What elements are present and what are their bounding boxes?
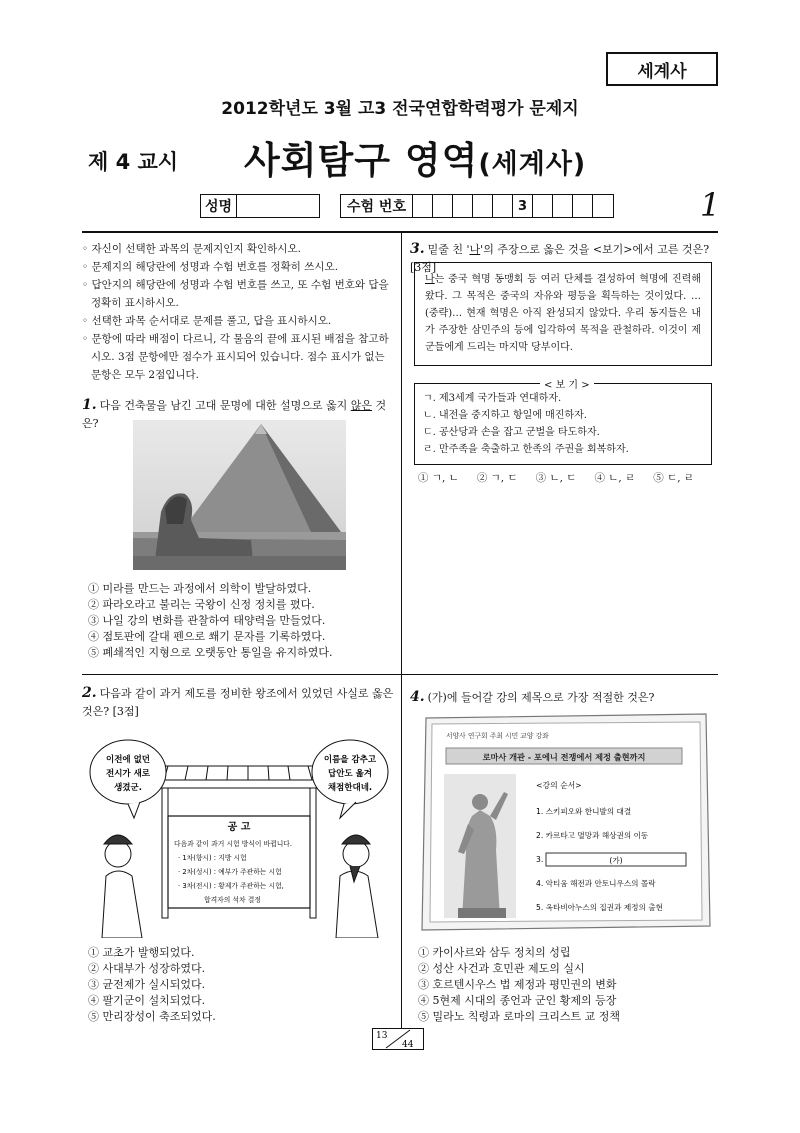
- instruction-item: ◦ 자신이 선택한 과목의 문제지인지 확인하시오.: [82, 243, 301, 255]
- exam-number-digit: [413, 195, 433, 217]
- exam-number-digit: [533, 195, 553, 217]
- answer-choice[interactable]: ① 카이사르와 삼두 정치의 성립: [418, 946, 571, 959]
- passage-emphasis: 나: [425, 274, 435, 285]
- question-text: 것은?: [82, 399, 387, 430]
- instruction-item: ◦ 답안지의 해당란에 성명과 수험 번호를 쓰고, 또 수험 번호와 답을 정확히 표시하시오.: [82, 279, 389, 309]
- answer-choice[interactable]: ① 미라를 만드는 과정에서 의학이 발달하였다.: [88, 582, 312, 595]
- answer-choice[interactable]: ③ 균전제가 실시되었다.: [88, 978, 206, 991]
- page-current: 13: [376, 1031, 388, 1041]
- pyramid-sphinx-image: [133, 420, 346, 570]
- subject-tag: 세계사: [606, 52, 718, 86]
- bogi-box: [414, 383, 712, 465]
- answer-choice[interactable]: ② 성산 사건과 호민관 제도의 실시: [418, 962, 585, 975]
- lecture-title: 로마사 개관 - 포에니 전쟁에서 제정 출현까지: [482, 752, 646, 762]
- page-total: 44: [402, 1040, 414, 1050]
- question-text: 밑줄 친 ': [427, 243, 470, 256]
- bogi-title: < 보 기 >: [540, 376, 594, 391]
- question-text: '의 주장으로 옳은 것을 <보기>에서 고른 것은? [3점]: [410, 243, 710, 274]
- exam-number-label: 수험 번호: [341, 195, 413, 217]
- instruction-item: ◦ 문제지의 해당란에 성명과 수험 번호를 정확히 쓰시오.: [82, 261, 339, 273]
- answer-choice[interactable]: ④ 팔기군이 설치되었다.: [88, 994, 206, 1007]
- answer-choice[interactable]: ③ 나일 강의 변화를 관찰하여 태양력을 만들었다.: [88, 614, 326, 627]
- row-divider: [82, 674, 718, 675]
- exam-number-digit: [573, 195, 593, 217]
- area-title-main: 사회탐구 영역: [244, 139, 479, 182]
- question-number: 4.: [410, 689, 425, 705]
- notice-line: 합격자의 석차 결정: [204, 896, 261, 904]
- exam-number-digit: [473, 195, 493, 217]
- answer-choice[interactable]: ② 파라오라고 불리는 국왕이 신정 정치를 폈다.: [88, 598, 315, 611]
- answer-choice[interactable]: ① ㄱ, ㄴ: [418, 472, 459, 484]
- order-item: 5. 옥타비아누스의 집권과 제정의 출현: [536, 903, 663, 912]
- name-label: 성명: [201, 195, 237, 217]
- question-1-choices: [88, 581, 398, 661]
- exam-title: 2012학년도 3월 고3 전국연합학력평가 문제지: [221, 99, 579, 119]
- question-3-choices: [418, 470, 718, 486]
- notice-line: · 1차(향시) : 지방 시험: [178, 854, 247, 862]
- instruction-item: ◦ 선택한 과목 순서대로 문제를 풀고, 답을 표시하시오.: [82, 315, 332, 327]
- bubble-left-line: 생겼군.: [114, 783, 142, 793]
- order-item: 4. 악티움 해전과 안토니우스의 몰락: [536, 879, 656, 888]
- page-number: 1: [700, 186, 721, 224]
- question-4: [410, 688, 718, 707]
- blank-label: (가): [609, 856, 623, 865]
- bubble-right-line: 답안도 옮겨: [327, 769, 373, 779]
- header-divider: [82, 231, 718, 233]
- name-field: [200, 194, 320, 218]
- bogi-item: ㄹ. 만주족을 축출하고 한족의 주권을 회복하자.: [423, 444, 629, 455]
- area-title: [244, 130, 586, 184]
- question-emphasis: 나: [469, 243, 481, 256]
- answer-choice[interactable]: ⑤ 만리장성이 축조되었다.: [88, 1010, 216, 1023]
- source-passage: [414, 262, 712, 366]
- question-2-choices: [88, 945, 398, 1025]
- exam-number-digit: [593, 195, 613, 217]
- bubble-right-line: 채점한대네.: [327, 783, 373, 793]
- question-4-choices: [418, 945, 718, 1025]
- question-number: 2.: [82, 685, 97, 701]
- instructions-list: [82, 240, 394, 384]
- exam-number-digit: [493, 195, 513, 217]
- notice-line: · 2차(성시) : 예부가 주관하는 시험: [178, 868, 282, 876]
- answer-choice[interactable]: ④ 점토판에 갈대 펜으로 쐐기 문자를 기록하였다.: [88, 630, 326, 643]
- notice-title: 공 고: [227, 822, 251, 833]
- answer-choice[interactable]: ⑤ 폐쇄적인 지형으로 오랫동안 통일을 유지하였다.: [88, 646, 333, 659]
- order-item: 1. 스키피오와 한니발의 대결: [536, 807, 632, 816]
- answer-choice[interactable]: ② 사대부가 성장하였다.: [88, 962, 206, 975]
- page-counter: [372, 1028, 424, 1050]
- answer-choice[interactable]: ③ 호르텐시우스 법 제정과 평민권의 변화: [418, 978, 617, 991]
- bubble-left-line: 이전에 없던: [105, 755, 151, 765]
- exam-number-digit: 3: [513, 195, 533, 217]
- instruction-item: ◦ 문항에 따라 배점이 다르니, 각 물음의 끝에 표시된 배점을 참고하시오. 3점 문항에만 점수가 표시되어 있습니다. 점수 표시가 없는 문항은 모두 2점입니다.: [82, 333, 389, 381]
- answer-choice[interactable]: ① 교초가 발행되었다.: [88, 946, 195, 959]
- answer-choice[interactable]: ⑤ 밀라노 칙령과 로마의 크리스트 교 정책: [418, 1010, 620, 1023]
- notice-line: · 3차(전시) : 황제가 주관하는 시험,: [178, 882, 284, 890]
- lecture-poster: [418, 712, 714, 934]
- column-divider: [401, 233, 402, 1033]
- answer-choice[interactable]: ④ 5현제 시대의 종언과 군인 황제의 등장: [418, 994, 617, 1007]
- question-text: 다음과 같이 과거 제도를 정비한 왕조에서 있었던 사실로 옳은 것은? [3점]: [82, 687, 394, 718]
- answer-choice[interactable]: ⑤ ㄷ, ㄹ: [653, 472, 695, 484]
- question-2: [82, 684, 394, 721]
- lecture-host: 서양사 연구회 주최 시민 교양 강좌: [446, 732, 549, 740]
- bogi-item: ㄱ. 제3세계 국가들과 연대하자.: [423, 393, 562, 404]
- bubble-left-line: 전시가 새로: [105, 769, 151, 779]
- question-number: 3.: [410, 241, 425, 257]
- question-text: 다음 건축물을 남긴 고대 문명에 대한 설명으로 옳지: [99, 399, 351, 412]
- order-title: <강의 순서>: [536, 781, 582, 790]
- period-label: 제 4 교시: [88, 150, 179, 174]
- question-text: (가)에 들어갈 강의 제목으로 가장 적절한 것은?: [427, 691, 655, 704]
- exam-number-field: [340, 194, 614, 218]
- question-emphasis: 않은: [350, 399, 373, 412]
- question-number: 1.: [82, 397, 97, 413]
- answer-choice[interactable]: ② ㄱ, ㄷ: [476, 472, 518, 484]
- answer-choice[interactable]: ④ ㄴ, ㄹ: [594, 472, 636, 484]
- exam-number-digit: [553, 195, 573, 217]
- order-item: 3.: [536, 855, 544, 864]
- area-title-sub: (세계사): [478, 149, 587, 180]
- bogi-item: ㄷ. 공산당과 손을 잡고 군벌을 타도하자.: [423, 427, 600, 438]
- passage-text: 는 중국 혁명 동맹회 등 여러 단체를 결성하여 혁명에 진력해 왔다. 그 목적은 중국의 자유와 평등을 획득하는 것이었다. …(중략)… 현재 혁명은 아직 완성되지 않았다. 우리 동지들은 내가 주장한 삼민주의 등에 입각하여 목적을 관철하라. 이것이 제군들에게 드리는 마지막 당부이다.: [425, 274, 701, 353]
- bubble-right-line: 이름을 감추고: [323, 755, 377, 765]
- exam-number-digit: [453, 195, 473, 217]
- bogi-item: ㄴ. 내전을 중지하고 항일에 매진하자.: [423, 410, 587, 421]
- exam-number-digit: [433, 195, 453, 217]
- order-item: 2. 카르타고 멸망과 해상권의 이동: [536, 831, 649, 840]
- civil-exam-illustration: [88, 726, 390, 938]
- notice-line: 다음과 같이 과거 시험 방식이 바뀝니다.: [174, 840, 293, 848]
- answer-choice[interactable]: ③ ㄴ, ㄷ: [535, 472, 577, 484]
